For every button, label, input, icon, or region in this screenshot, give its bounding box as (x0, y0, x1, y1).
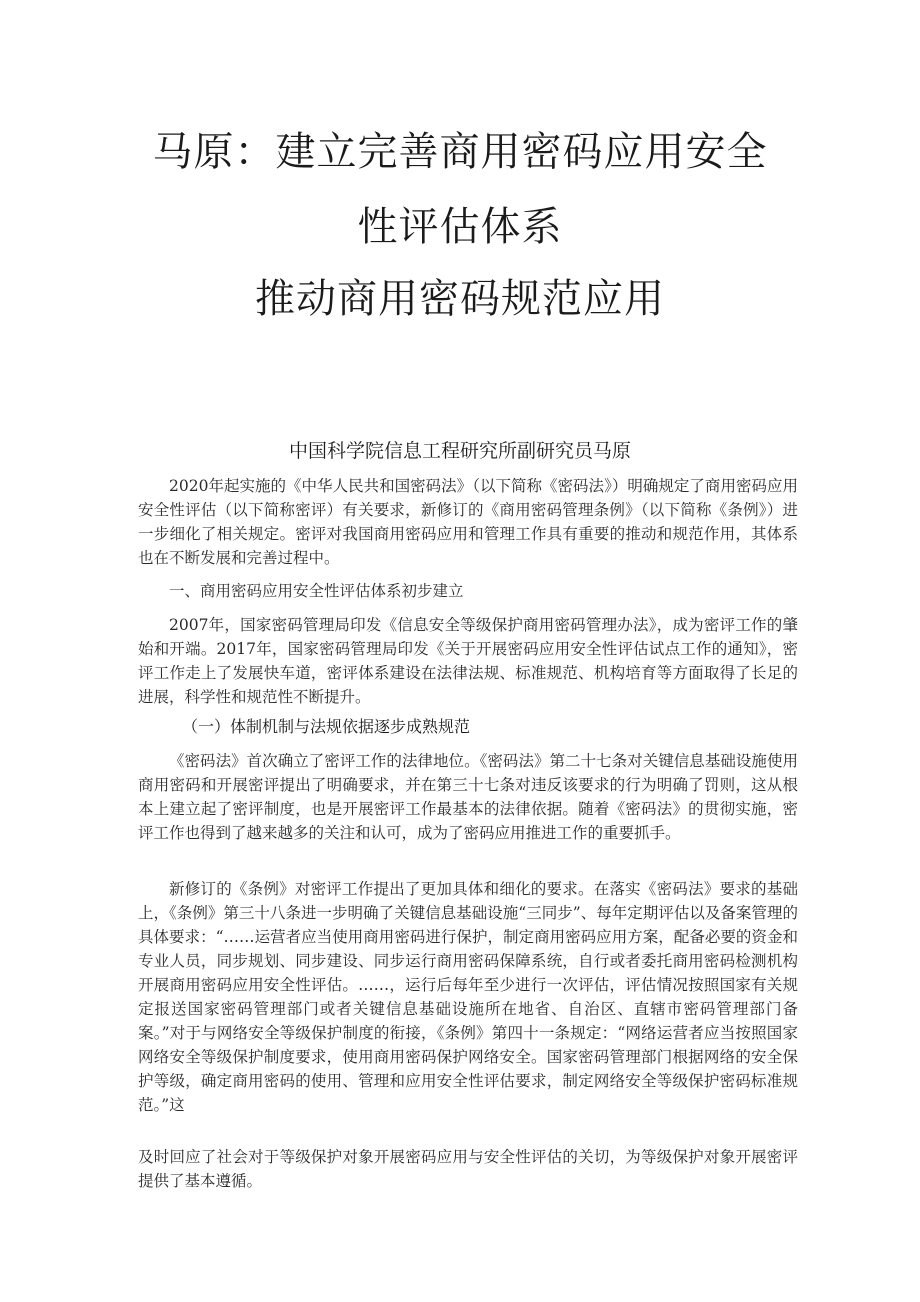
document-title-line-2: 性评估体系 (357, 204, 563, 250)
subsection-heading-one: （一）体制机制与法规依据逐步成熟规范 (182, 717, 471, 736)
author-byline: 中国科学院信息工程研究所副研究员马原 (288, 440, 631, 462)
history-paragraph: 2007年，国家密码管理局印发《信息安全等级保护商用密码管理办法》，成为密评工作的肇始和开端。2017年，国家密码管理局印发《关于开展密码应用安全性评估试点工作的通知》，密评工作走上了发展快车道，密评体系建设在法律法规、标准规范、机构培育等方面取得了长足的进展，科学性和规范性不断提升。 (138, 616, 798, 706)
intro-paragraph: 2020年起实施的《中华人民共和国密码法》（以下简称《密码法》）明确规定了商用密码应用安全性评估（以下简称密评）有关要求，新修订的《商用密码管理条例》（以下简称《条例》）进一步细化了相关规定。密评对我国商用密码应用和管理工作具有重要的推动和规范作用，其体系也在不断发展和完善过程中。 (138, 477, 798, 567)
regulation-paragraph: 新修订的《条例》对密评工作提出了更加具体和细化的要求。在落实《密码法》要求的基础上，《条例》第三十八条进一步明确了关键信息基础设施“三同步”、每年定期评估以及备案管理的具体要求：“……运营者应当使用商用密码进行保护，制定商用密码应用方案，配备必要的资金和专业人员，同步规划、同步建设、同步运行商用密码保障系统，自行或者委托商用密码检测机构开展商用密码应用安全性评估。……，运行后每年至少进行一次评估，评估情况按照国家有关规定报送国家密码管理部门或者关键信息基础设施所在地省、自治区、直辖市密码管理部门备案。”对于与网络安全等级保护制度的衔接，《条例》第四十一条规定：“网络运营者应当按照国家网络安全等级保护制度要求，使用商用密码保护网络安全。国家密码管理部门根据网络的安全保护等级，确定商用密码的使用、管理和应用安全性评估要求，制定网络安全等级保护密码标准规范。”这 (138, 880, 798, 1114)
document-title-line-1: 马原：建立完善商用密码应用安全 (152, 129, 768, 175)
conclusion-paragraph: 及时回应了社会对于等级保护对象开展密码应用与安全性评估的关切，为等级保护对象开展密评提供了基本遵循。 (138, 1148, 798, 1190)
document-title-line-3: 推动商用密码规范应用 (255, 276, 665, 322)
section-heading-one: 一、商用密码应用安全性评估体系初步建立 (169, 582, 464, 600)
law-basis-paragraph: 《密码法》首次确立了密评工作的法律地位。《密码法》第二十七条对关键信息基础设施使用商用密码和开展密评提出了明确要求，并在第三十七条对违反该要求的行为明确了罚则，这从根本上建立起了密评制度，也是开展密评工作最基本的法律依据。随着《密码法》的贯彻实施，密评工作也得到了越来越多的关注和认可，成为了密码应用推进工作的重要抓手。 (138, 752, 798, 842)
